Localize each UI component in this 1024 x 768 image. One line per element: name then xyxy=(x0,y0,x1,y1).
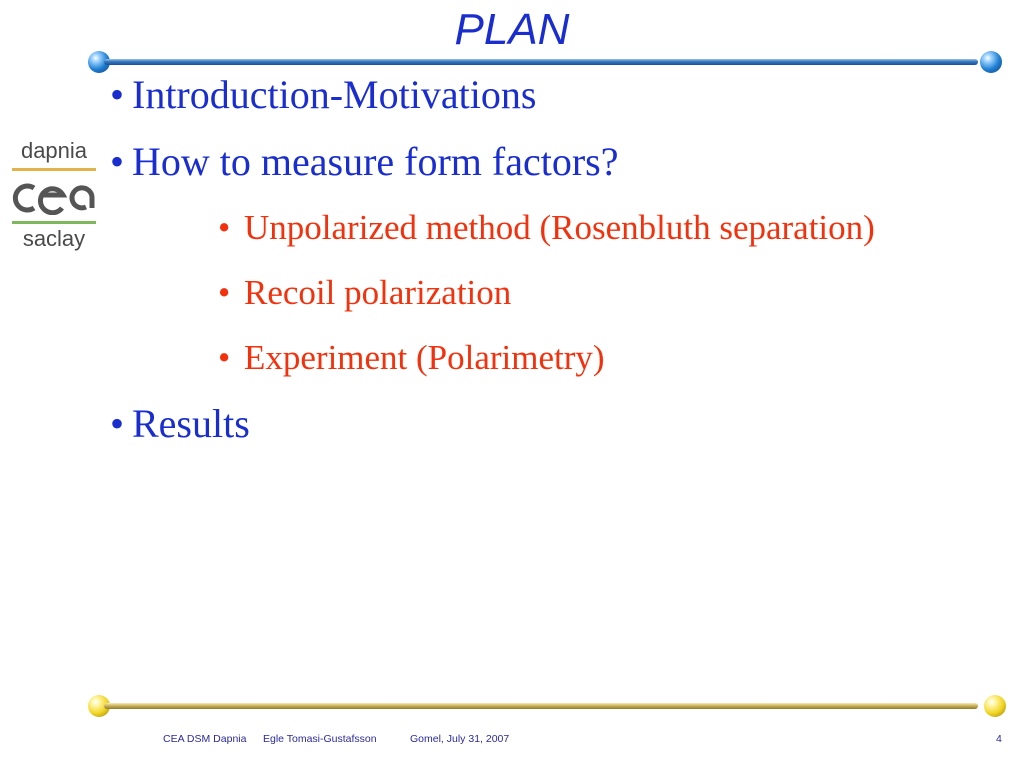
logo-green-line xyxy=(12,221,96,224)
bullet-item xyxy=(110,399,990,449)
bullet-item xyxy=(110,70,990,120)
sub-bullet-glyph: • xyxy=(218,273,231,312)
cea-logo-icon xyxy=(12,181,96,215)
bullet-glyph: • xyxy=(110,139,125,184)
sub-bullet-text-unpolarized: Unpolarized method (Rosenbluth separation) xyxy=(244,208,875,247)
slide-footer xyxy=(0,733,1024,749)
bullet-glyph: • xyxy=(110,72,125,117)
sub-bullet-text-experiment: Experiment (Polarimetry) xyxy=(244,338,605,377)
institution-logo xyxy=(10,138,98,252)
sub-bullet-glyph: • xyxy=(218,338,231,377)
bottom-right-yellow-dot xyxy=(984,695,1006,717)
footer-organization: CEA DSM Dapnia xyxy=(163,733,247,745)
footer-event: Gomel, July 31, 2007 xyxy=(410,733,510,745)
bullet-item xyxy=(110,137,990,187)
footer-author: Egle Tomasi-Gustafsson xyxy=(263,733,377,745)
sub-bullet-text-recoil: Recoil polarization xyxy=(244,273,512,312)
bullet-glyph: • xyxy=(110,401,125,446)
top-divider xyxy=(104,59,978,65)
sub-bullet-item xyxy=(218,204,990,251)
bullet-text-introduction: Introduction-Motivations xyxy=(132,72,537,117)
logo-dapnia-text: dapnia xyxy=(20,138,88,163)
bullet-list xyxy=(110,70,990,466)
sub-bullet-item xyxy=(218,269,990,316)
sub-bullet-list xyxy=(218,204,990,381)
sub-bullet-item xyxy=(218,334,990,381)
bullet-text-results: Results xyxy=(132,401,250,446)
logo-saclay-text: saclay xyxy=(22,226,86,251)
logo-gold-line xyxy=(12,168,96,171)
sub-bullet-glyph: • xyxy=(218,208,231,247)
slide-title: PLAN xyxy=(454,5,570,54)
footer-page-number: 4 xyxy=(996,733,1002,745)
bullet-text-how-to-measure: How to measure form factors? xyxy=(132,139,619,184)
bottom-divider xyxy=(104,703,978,709)
